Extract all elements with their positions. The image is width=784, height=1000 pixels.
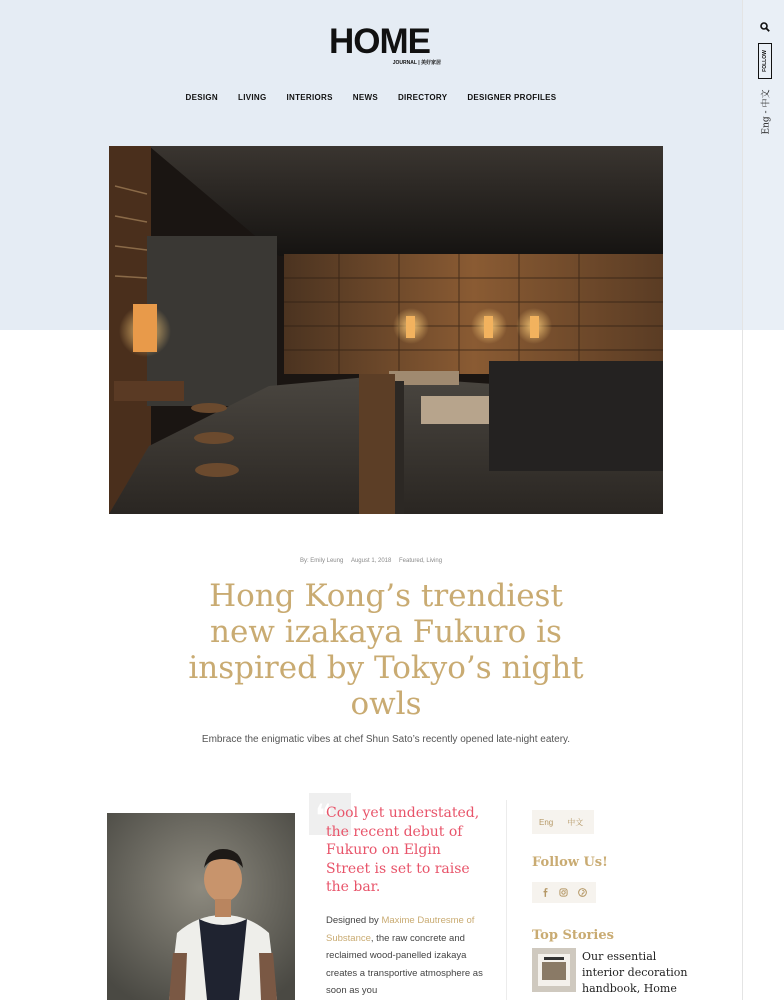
article-meta (0, 558, 742, 564)
right-rail (742, 0, 784, 1000)
top-story-thumbnail[interactable] (532, 948, 576, 992)
lang-tab-chinese[interactable]: 中文 (567, 817, 584, 827)
designer-link[interactable]: Maxime Dautresme of Substance (326, 915, 475, 944)
lang-tab-eng[interactable]: Eng (539, 817, 554, 827)
sidebar-language-tabs (532, 810, 594, 834)
search-icon[interactable] (760, 17, 770, 27)
sidebar-divider (506, 800, 507, 1000)
nav-item-designer-profiles[interactable]: DESIGNER PROFILES (467, 93, 557, 102)
facebook-icon[interactable] (541, 888, 550, 897)
article-headline: Hong Kong’s trendiest new izakaya Fukuro is inspired by Tokyo’s night owls (188, 578, 584, 722)
body-text-suffix: , the raw concrete and reclaimed wood-panelled izakaya creates a transportive atmosphere as soon as you (326, 932, 483, 996)
top-story-title[interactable]: Our essential interior decoration handbook, Home (582, 950, 688, 995)
logo-wordmark: HOME (329, 22, 430, 61)
language-label: Eng - 中文 (761, 89, 772, 135)
top-stories-heading: Top Stories (532, 928, 614, 943)
nav-item-interiors[interactable]: INTERIORS (286, 93, 333, 102)
site-logo[interactable] (329, 24, 449, 70)
nav-item-news[interactable]: NEWS (352, 93, 378, 102)
language-switch[interactable] (755, 84, 775, 140)
instagram-icon[interactable] (559, 888, 568, 897)
article-categories[interactable]: Featured, Living (399, 558, 443, 564)
article-body-paragraph (326, 912, 486, 1000)
article-pullquote: Cool yet understated, the recent debut of Fukuro on Elgin Street is set to raise the bar. (326, 805, 480, 895)
article-byline[interactable]: By: Emily Leung (299, 558, 344, 564)
nav-item-directory[interactable]: DIRECTORY (397, 93, 448, 102)
article-date: August 1, 2018 (350, 558, 392, 564)
follow-label: FOLLOW (762, 50, 768, 72)
pinterest-icon[interactable] (578, 888, 587, 897)
hero-image-restaurant-interior (109, 146, 663, 514)
logo-subtitle: JOURNAL | 美好家居 (392, 60, 441, 66)
quote-mark-icon: ❝ (309, 793, 351, 835)
follow-button[interactable] (758, 43, 772, 79)
nav-item-design[interactable]: DESIGN (185, 93, 219, 102)
chef-portrait-image (107, 813, 295, 1000)
article-dek: Embrace the enigmatic vibes at chef Shun Sato’s recently opened late-night eatery. (201, 734, 571, 745)
follow-us-heading: Follow Us! (532, 855, 608, 870)
social-links (532, 882, 596, 903)
nav-item-living[interactable]: LIVING (238, 93, 267, 102)
body-text-prefix: Designed by (326, 915, 382, 926)
main-nav (0, 93, 742, 102)
